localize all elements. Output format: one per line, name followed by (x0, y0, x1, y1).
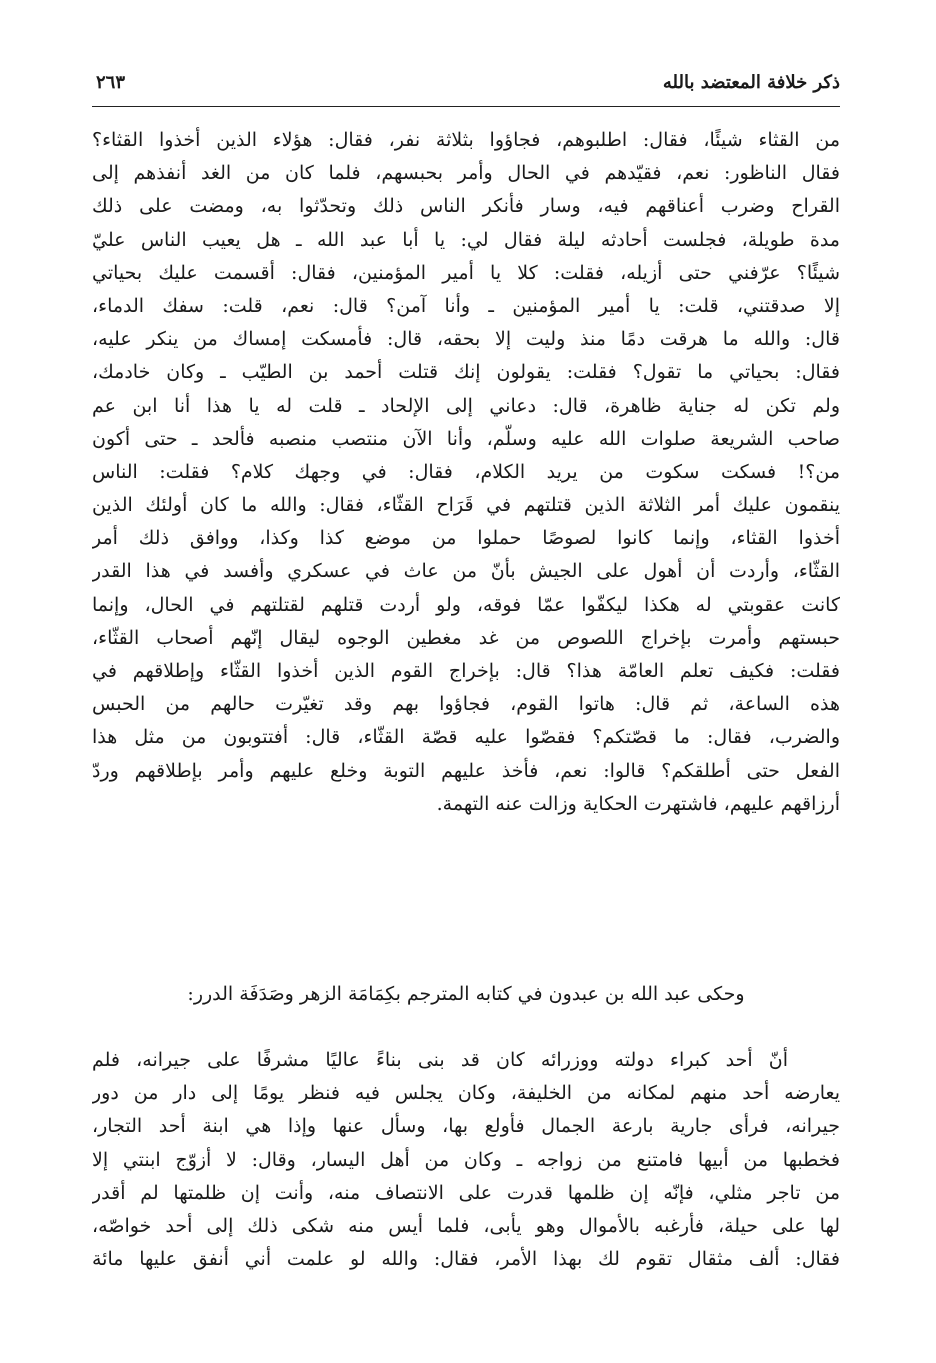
text-line: القراح وضرب أعناقهم فيه، وسار فأنكر الناس ذلك وتحدّثوا به، ومضت على ذلك (92, 195, 840, 218)
text-line: قال: والله ما هرقت دمًا منذ وليت إلا بحقه، قال: فأمسكت إمساك من ينكر عليه، (92, 328, 840, 351)
text-line: هذه الساعة، ثم قال: هاتوا القوم، فجاؤوا بهم وقد تغيّرت حالهم من الحبس (92, 693, 840, 716)
text-line: الفعل حتى أطلقكم؟ قالوا: نعم، فأخذ عليهم التوبة وخلع عليهم وأمر بإطلاقهم وردّ (92, 759, 840, 782)
text-line: أرزاقهم عليهم، فاشتهرت الحكاية وزالت عنه التهمة. (436, 792, 840, 815)
text-line: شيئًا؟ عرّفني حتى أزيله، فقلت: كلا يا أمير المؤمنين، فقال: أقسمت عليك بحياتي (92, 261, 840, 284)
text-line: ولم تكن له جناية ظاهرة، قال: دعاني إلى الإلحاد ـ قلت له يا هذا أنا ابن عم (92, 394, 840, 417)
text-line: والضرب، فقال: ما قصّتكم؟ فقصّوا عليه قصّة القثّاء، قال: أفتتوبون من مثل هذا (92, 726, 840, 749)
text-line: جيرانه، فرأى جارية بارعة الجمال فأولع بها، وسأل عنها وإذا هي ابنة أحد التجار، (92, 1115, 840, 1138)
text-line: فقال: بحياتي ما تقول؟ فقلت: يقولون إنك قتلت أحمد بن الطيّب ـ وكان خادمك، (92, 361, 840, 384)
page-header (92, 70, 840, 106)
text-line: أنّ أحد كبراء دولته ووزرائه كان قد بنى بناءً عاليًا مشرفًا على جيرانه، فلم (92, 1049, 788, 1071)
text-line: ينقمون عليك أمر الثلاثة الذين قتلتهم في قَرَاح القثّاء، فقال: والله ما كان أولئك الذين (92, 494, 840, 517)
paragraph-3 (92, 1044, 840, 1276)
text-line: من القثاء شيئًا، فقال: اطلبوهم، فجاؤوا بثلاثة نفر، فقال: هؤلاء الذين أخذوا القثاء؟ (92, 129, 840, 151)
text-line: فقال الناظور: نعم، فقيّدهم في الحال وأمر بحبسهم، فلما كان من الغد أنفذهم إلى (92, 162, 840, 185)
text-line: من تاجر مثلي، فإنّه إن ظلمها قدرت على الانتصاف منه، وأنت إن ظلمتها لم أقدر (92, 1181, 840, 1204)
text-line: القثّاء، وأردت أن أهول على الجيش بأنّ من عاث في عسكري وأفسد في هذا القدر (92, 560, 840, 583)
text-line: إلا صدقتني، قلت: يا أمير المؤمنين ـ وأنا آمن؟ قال: نعم، قلت: سفك الدماء، (92, 294, 840, 317)
text-line: حبستهم وأمرت بإخراج اللصوص من غد مغطين الوجوه ليقال إنّهم أصحاب القثّاء، (92, 626, 840, 649)
text-line: كانت عقوبتي له هكذا ليكفّوا عمّا فوقه، ولو أردت قتلهم لقتلتهم في الحال، وإنما (92, 593, 840, 616)
paragraph-1 (92, 124, 840, 821)
text-line: لها على حيلة، فأرغبه بالأموال وهو يأبى، فلما أيس منه شكى ذلك إلى أحد خواصّه، (92, 1214, 840, 1237)
text-line: فقلت: فكيف تعلم العامّة هذا؟ قال: بإخراج القوم الذين أخذوا القثّاء وإطلاقهم في (92, 660, 840, 682)
running-title: ذكر خلافة المعتضد بالله (662, 72, 840, 93)
text-line: فقال: ألف مثقال تقوم لك بهذا الأمر، فقال: والله لو علمت أني أنفق عليها مائة (92, 1248, 840, 1271)
page-number: ٢٦٣ (96, 72, 126, 93)
text-line: أخذوا القثاء، وإنما كانوا لصوصًا حملوا من موضع كذا وكذا، ووافق ذلك أمر (92, 527, 840, 550)
text-line: مدة طويلة، فجلست أحادثه ليلة فقال لي: يا أبا عبد الله ـ هل يعيب الناس عليّ (92, 228, 840, 251)
header-rule (92, 106, 840, 107)
text-line: يعارضه أحد منهم لمكانه من الخليفة، وكان يجلس فيه فنظر يومًا إلى دار من دور (92, 1082, 840, 1105)
text-line: صاحب الشريعة صلوات الله عليه وسلّم، وأنا الآن منتصب منصبه فألحد ـ حتى أكون (92, 427, 840, 450)
text-line: وحكى عبد الله بن عبدون في كتابه المترجم بكِمَامَة الزهر وصَدَفَة الدرر: (187, 983, 745, 1005)
text-line: فخطبها من أبيها فامتنع من زواجه ـ وكان من أهل اليسار، وقال: لا أزوّج ابنتي إلا (92, 1148, 840, 1171)
paragraph-2 (92, 978, 840, 1011)
text-line: من؟! فسكت سكوت من يريد الكلام، فقال: في وجهك كلام؟ فقلت: الناس (92, 460, 840, 483)
